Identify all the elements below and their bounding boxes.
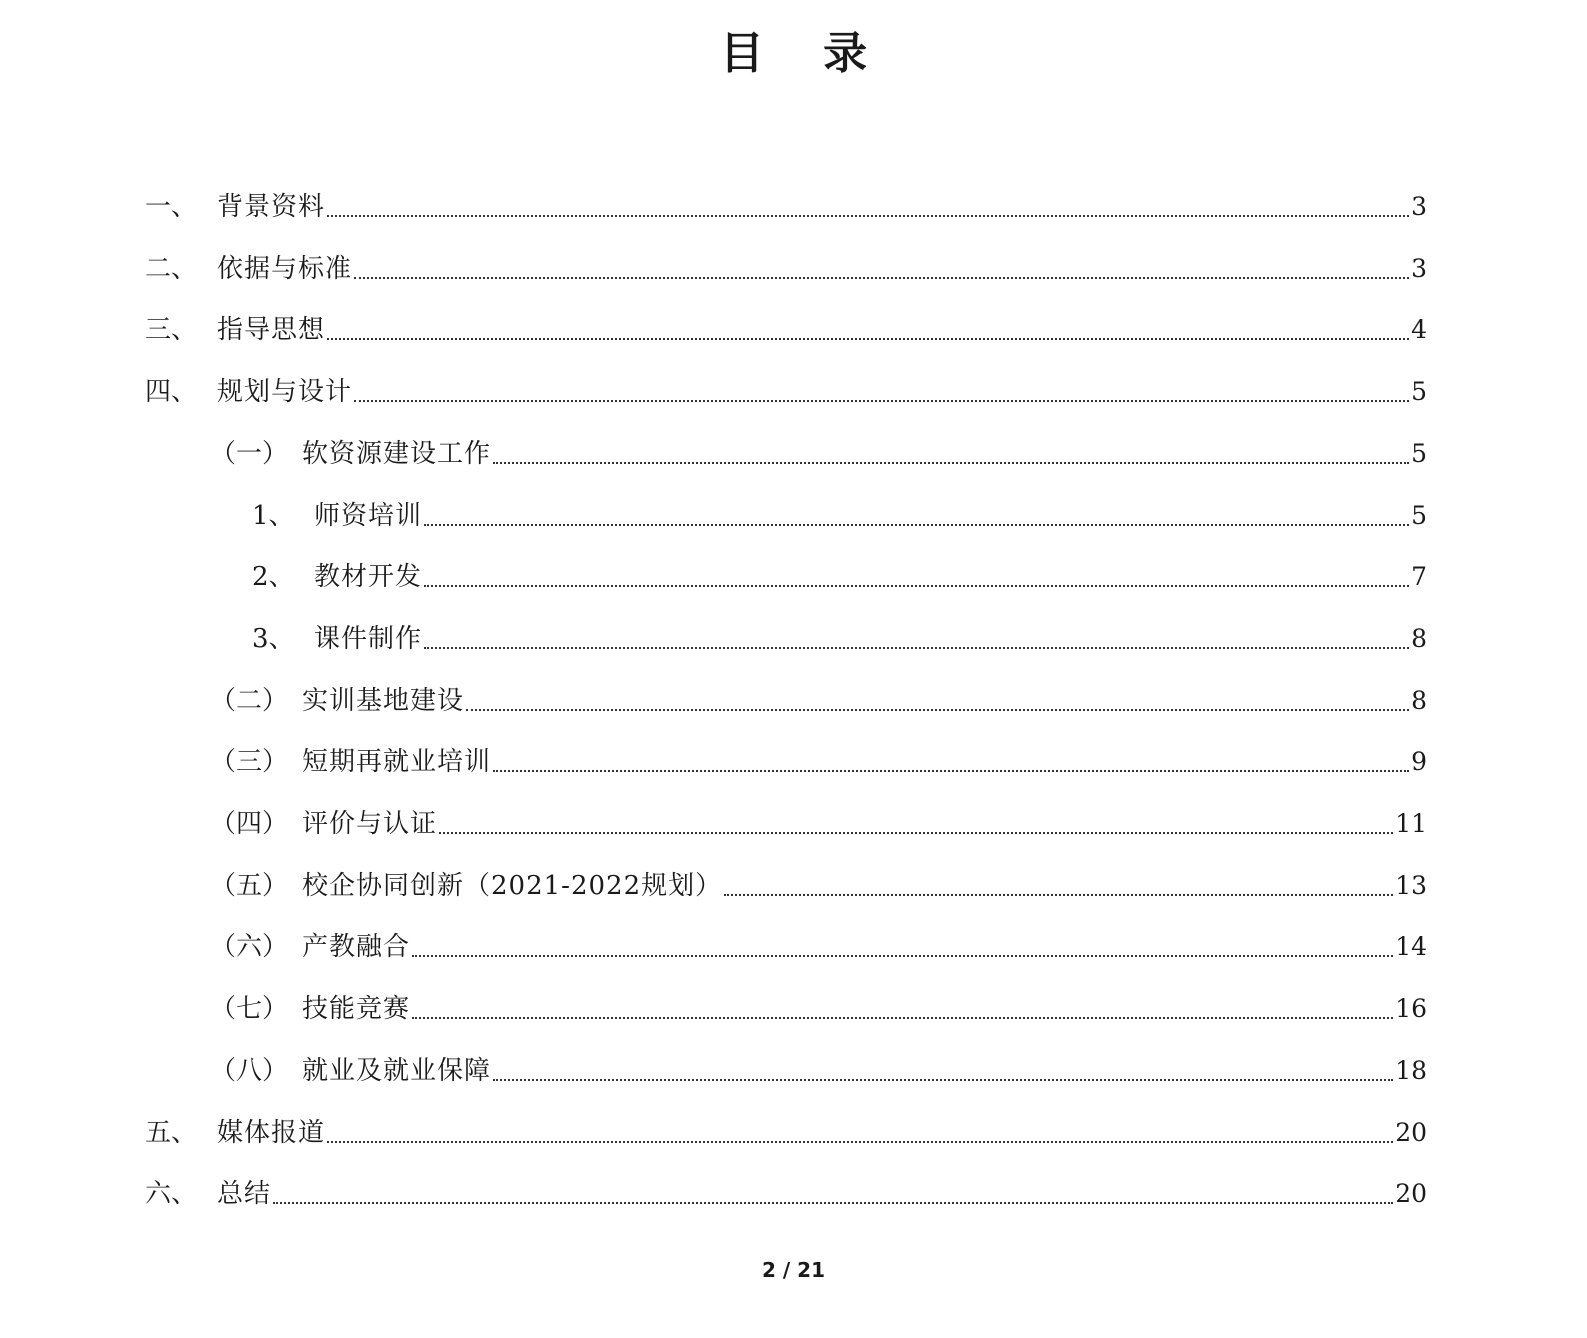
- dot-leader: [493, 462, 1409, 464]
- toc-entry-label: 背景资料: [217, 192, 326, 222]
- toc-entry-number: （四）: [210, 809, 289, 839]
- toc-entry-number: 五、: [145, 1117, 198, 1148]
- toc-entry-number: （八）: [210, 1055, 289, 1086]
- page-title: 目 录: [719, 28, 890, 79]
- toc-entry-page: 3: [1411, 253, 1427, 283]
- dot-leader: [327, 338, 1409, 340]
- toc-entry-number: （五）: [210, 870, 289, 901]
- toc-entry-label: 就业及就业保障: [302, 1055, 492, 1086]
- toc-entry-number: 2、: [252, 562, 295, 593]
- toc-entry-page: 5: [1411, 377, 1427, 407]
- toc-entry[interactable]: [145, 242, 1427, 286]
- toc-entry-page: 11: [1395, 809, 1427, 838]
- toc-entry-label: 教材开发: [314, 562, 423, 593]
- dot-leader: [327, 1141, 1393, 1143]
- toc-entry-page: 20: [1395, 1117, 1427, 1147]
- toc-entry[interactable]: [210, 797, 1427, 841]
- dot-leader: [412, 1017, 1393, 1019]
- toc-entry-number: （三）: [210, 747, 289, 778]
- toc-entry-number: 3、: [252, 623, 295, 654]
- dot-leader: [493, 770, 1409, 772]
- toc-entry-number: 二、: [145, 253, 198, 284]
- toc-entry[interactable]: [145, 303, 1427, 347]
- toc-entry[interactable]: [210, 1044, 1427, 1088]
- dot-leader: [412, 955, 1393, 957]
- toc-entry-page: 5: [1411, 500, 1427, 530]
- toc-entry-number: 1、: [252, 500, 295, 531]
- toc-entry-page: 9: [1411, 747, 1427, 777]
- toc-entry-label: 软资源建设工作: [302, 438, 492, 469]
- dot-leader: [354, 400, 1409, 402]
- toc-entry-number: （一）: [210, 438, 289, 469]
- toc-entry-label: 技能竞赛: [302, 994, 411, 1025]
- toc-entry-page: 5: [1411, 438, 1427, 468]
- toc-entry[interactable]: [210, 427, 1427, 471]
- toc-entry[interactable]: [145, 180, 1427, 224]
- toc-entry-label: 师资培训: [314, 500, 423, 531]
- toc-entry-number: 六、: [145, 1179, 198, 1210]
- toc-entry-page: 16: [1395, 994, 1427, 1024]
- toc-entry[interactable]: [145, 365, 1427, 409]
- toc-entry[interactable]: [252, 550, 1427, 594]
- toc-entry-label: 产教融合: [302, 932, 411, 963]
- toc-entry-number: 四、: [145, 377, 198, 408]
- toc-entry[interactable]: [210, 920, 1427, 964]
- dot-leader: [424, 524, 1409, 526]
- toc-entry-label: 规划与设计: [217, 377, 353, 408]
- toc-entry-number: 三、: [145, 315, 198, 346]
- toc-entry-label: 总结: [217, 1179, 272, 1210]
- toc-entry-number: （七）: [210, 994, 289, 1025]
- dot-leader: [273, 1202, 1393, 1204]
- dot-leader: [466, 709, 1409, 711]
- toc-entry[interactable]: [145, 1167, 1427, 1211]
- toc-entry-page: 7: [1411, 562, 1427, 592]
- toc-entry-label: 媒体报道: [217, 1117, 326, 1148]
- toc-entry-page: 13: [1395, 870, 1427, 900]
- dot-leader: [424, 647, 1409, 649]
- toc-entry-number: （二）: [210, 685, 289, 716]
- toc-entry-label: 依据与标准: [217, 253, 353, 284]
- toc-entry-page: 14: [1395, 932, 1427, 962]
- toc-entry[interactable]: [210, 859, 1427, 903]
- toc-entry[interactable]: [252, 489, 1427, 533]
- dot-leader: [493, 1079, 1393, 1081]
- toc-entry[interactable]: [210, 982, 1427, 1026]
- toc-entry-page: 4: [1411, 315, 1427, 345]
- toc-entry[interactable]: [145, 1106, 1427, 1150]
- toc-entry-label: 课件制作: [314, 623, 423, 654]
- dot-leader: [439, 832, 1393, 834]
- toc-entry-label: 评价与认证: [302, 809, 438, 839]
- toc-entry-page: 3: [1411, 192, 1427, 221]
- toc-entry-page: 8: [1411, 685, 1427, 715]
- toc-entry[interactable]: [210, 674, 1427, 718]
- toc-entry[interactable]: [210, 735, 1427, 779]
- page-number-indicator: 2 / 21: [762, 1258, 825, 1282]
- toc-entry-label: 短期再就业培训: [302, 747, 492, 778]
- dot-leader: [327, 215, 1409, 217]
- toc-entry[interactable]: [252, 612, 1427, 656]
- toc-entry-page: 20: [1395, 1179, 1427, 1209]
- toc-entry-label: 校企协同创新（2021-2022规划）: [302, 870, 723, 901]
- toc-entry-label: 实训基地建设: [302, 685, 465, 716]
- dot-leader: [724, 894, 1393, 896]
- toc-entry-label: 指导思想: [217, 315, 326, 346]
- toc-entry-page: 8: [1411, 623, 1427, 653]
- dot-leader: [354, 277, 1409, 279]
- toc-entry-number: （六）: [210, 932, 289, 963]
- dot-leader: [424, 585, 1409, 587]
- toc-entry-page: 18: [1395, 1055, 1427, 1085]
- toc-entry-number: 一、: [145, 192, 198, 222]
